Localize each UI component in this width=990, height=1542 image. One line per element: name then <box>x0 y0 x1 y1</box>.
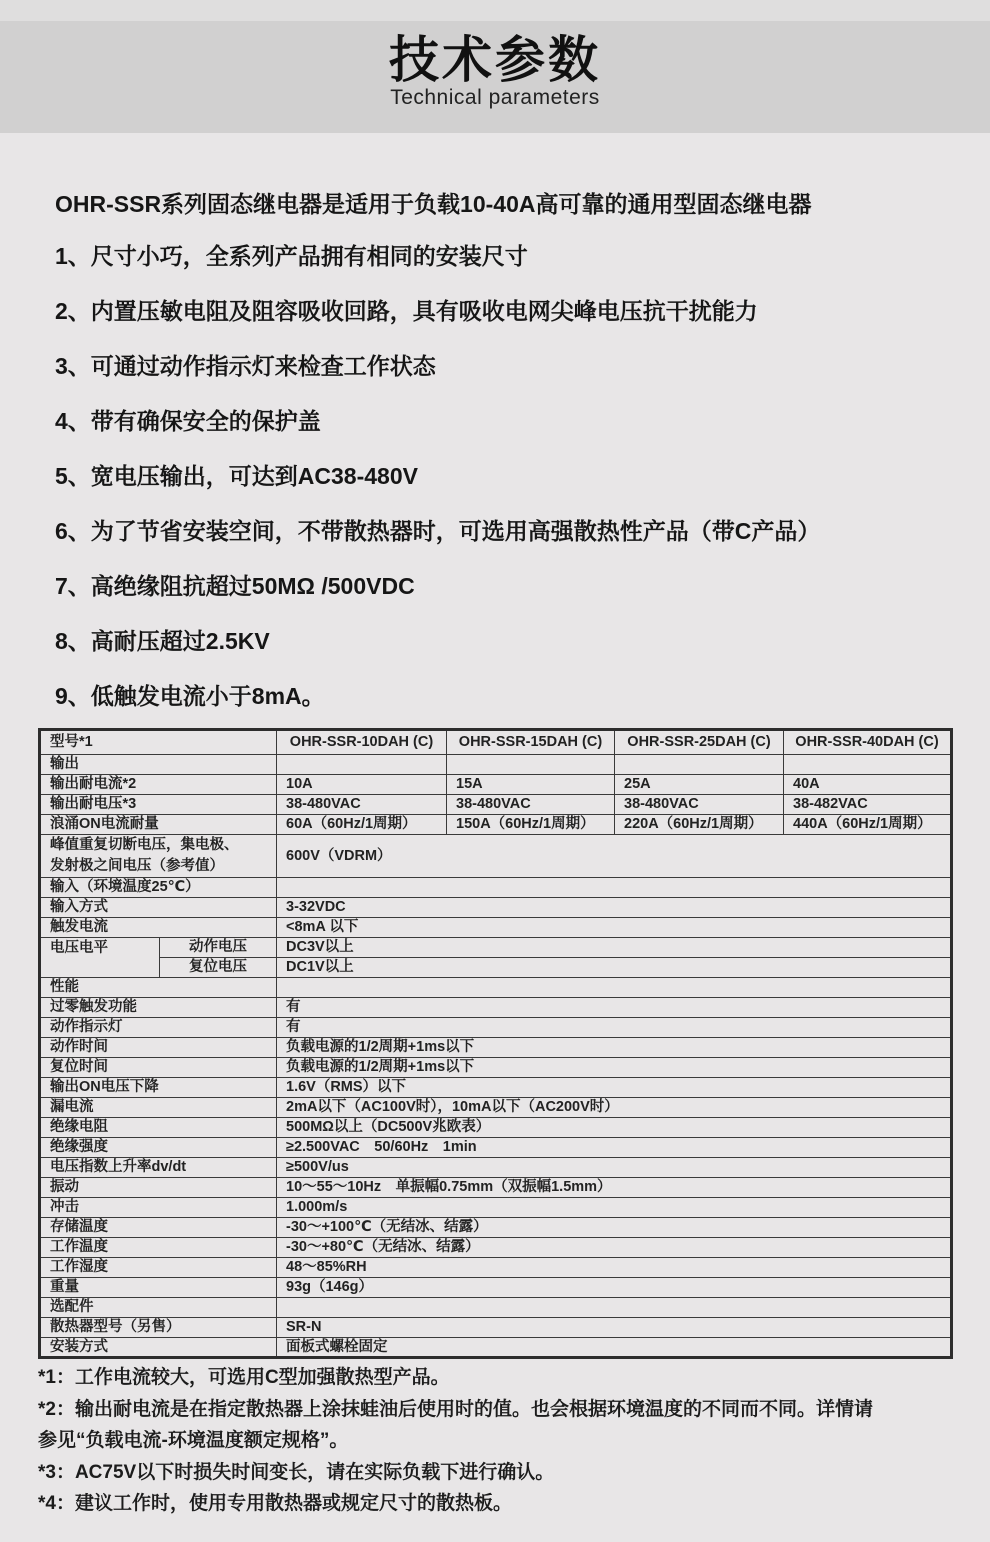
value-cell: 38-480VAC <box>615 795 784 815</box>
table-row <box>40 1118 952 1138</box>
value-cell: 有 <box>277 998 952 1018</box>
section-label-cell: 输入（环境温度25℃） <box>40 878 277 898</box>
model-header-cell: OHR-SSR-40DAH (C) <box>784 730 952 755</box>
row-label-cell: 输出耐电流*2 <box>40 775 277 795</box>
value-cell: 3-32VDC <box>277 898 952 918</box>
value-cell: <8mA 以下 <box>277 918 952 938</box>
model-header-cell: OHR-SSR-25DAH (C) <box>615 730 784 755</box>
row-label-line: 发射极之间电压（参考值） <box>50 858 224 875</box>
value-cell: 93g（146g） <box>277 1278 952 1298</box>
row-label-cell: 输出ON电压下降 <box>40 1078 277 1098</box>
row-label-cell: 动作时间 <box>40 1038 277 1058</box>
empty-cell <box>784 755 952 775</box>
row-label-cell: 输出耐电压*3 <box>40 795 277 815</box>
footnote-line: *3：AC75V以下时损失时间变长，请在实际负载下进行确认。 <box>38 1461 555 1483</box>
table-row <box>40 775 952 795</box>
model-header-cell: OHR-SSR-10DAH (C) <box>277 730 447 755</box>
feature-item: 3、可通过动作指示灯来检查工作状态 <box>55 353 436 379</box>
row-label-cell: 绝缘电阻 <box>40 1118 277 1138</box>
value-cell: 600V（VDRM） <box>277 835 952 878</box>
table-row <box>40 898 952 918</box>
section-label-cell: 选配件 <box>40 1298 277 1318</box>
table-row <box>40 1178 952 1198</box>
table-row <box>40 755 952 775</box>
table-row <box>40 835 952 878</box>
value-cell: 40A <box>784 775 952 795</box>
table-row <box>40 1058 952 1078</box>
table-row <box>40 958 952 978</box>
table-row <box>40 1238 952 1258</box>
value-cell: DC1V以上 <box>277 958 952 978</box>
table-row <box>40 938 952 958</box>
value-cell: 60A（60Hz/1周期） <box>277 815 447 835</box>
sub-label-cell: 动作电压 <box>160 938 277 958</box>
model-header-cell: OHR-SSR-15DAH (C) <box>447 730 615 755</box>
empty-cell <box>615 755 784 775</box>
section-label-cell: 输出 <box>40 755 277 775</box>
title-band <box>0 21 990 133</box>
table-row <box>40 918 952 938</box>
value-cell: 500MΩ以上（DC500V兆欧表） <box>277 1118 952 1138</box>
row-label-cell <box>40 835 277 878</box>
table-row <box>40 1278 952 1298</box>
table-row <box>40 1198 952 1218</box>
value-cell: 38-482VAC <box>784 795 952 815</box>
value-cell: SR-N <box>277 1318 952 1338</box>
footnote-line: *4：建议工作时，使用专用散热器或规定尺寸的散热板。 <box>38 1493 512 1514</box>
feature-item: 8、高耐压超过2.5KV <box>55 628 270 654</box>
value-cell: 220A（60Hz/1周期） <box>615 815 784 835</box>
row-label-cell: 工作温度 <box>40 1238 277 1258</box>
value-cell: ≥2.500VAC 50/60Hz 1min <box>277 1138 952 1158</box>
value-cell: ≥500V/us <box>277 1158 952 1178</box>
empty-cell <box>277 978 952 998</box>
value-cell: 2mA以下（AC100V时），10mA以下（AC200V时） <box>277 1098 952 1118</box>
footnote-line: 参见“负载电流-环境温度额定规格”。 <box>38 1430 349 1451</box>
feature-item: 2、内置压敏电阻及阻容吸收回路，具有吸收电网尖峰电压抗干扰能力 <box>55 298 758 324</box>
row-label-cell: 触发电流 <box>40 918 277 938</box>
value-cell: 150A（60Hz/1周期） <box>447 815 615 835</box>
value-cell: 10～55～10Hz 单振幅0.75mm（双振幅1.5mm） <box>277 1178 952 1198</box>
value-cell: 1.000m/s <box>277 1198 952 1218</box>
feature-list <box>55 241 820 736</box>
value-cell: 48～85%RH <box>277 1258 952 1278</box>
value-cell: -30～+80℃（无结冰、结露） <box>277 1238 952 1258</box>
row-label-cell: 动作指示灯 <box>40 1018 277 1038</box>
table-row <box>40 1258 952 1278</box>
top-strip <box>0 0 990 21</box>
empty-cell <box>277 755 447 775</box>
row-label-line: 峰值重复切断电压，集电极、 <box>50 837 239 853</box>
row-label-cell: 安装方式 <box>40 1338 277 1358</box>
table-row <box>40 1038 952 1058</box>
feature-item: 5、宽电压输出，可达到AC38-480V <box>55 463 418 489</box>
row-label-cell: 工作湿度 <box>40 1258 277 1278</box>
table-row <box>40 1158 952 1178</box>
value-cell: 38-480VAC <box>277 795 447 815</box>
empty-cell <box>277 878 952 898</box>
row-label-cell: 绝缘强度 <box>40 1138 277 1158</box>
row-label-cell: 散热器型号（另售） <box>40 1318 277 1338</box>
row-label-cell: 存储温度 <box>40 1218 277 1238</box>
feature-item: 6、为了节省安装空间，不带散热器时，可选用高强散热性产品（带C产品） <box>55 518 821 544</box>
value-cell: 38-480VAC <box>447 795 615 815</box>
table-row <box>40 795 952 815</box>
empty-cell <box>277 1298 952 1318</box>
row-label-cell: 型号*1 <box>40 730 277 755</box>
row-label-cell: 过零触发功能 <box>40 998 277 1018</box>
page-subtitle: Technical parameters <box>390 86 600 109</box>
feature-item: 7、高绝缘阻抗超过50MΩ /500VDC <box>55 573 415 599</box>
value-cell: 1.6V（RMS）以下 <box>277 1078 952 1098</box>
row-label-cell: 电压指数上升率dv/dt <box>40 1158 277 1178</box>
sub-label-cell: 复位电压 <box>160 958 277 978</box>
table-row <box>40 1298 952 1318</box>
value-cell: DC3V以上 <box>277 938 952 958</box>
footnote-line: *2：输出耐电流是在指定散热器上涂抹蛙油后使用时的值。也会根据环境温度的不同而不同。详情请 <box>38 1398 873 1420</box>
spec-table-body <box>40 730 952 1358</box>
table-row <box>40 730 952 755</box>
page-title: 技术参数 <box>389 32 601 88</box>
table-row <box>40 1098 952 1118</box>
table-row <box>40 1218 952 1238</box>
feature-item: 4、带有确保安全的保护盖 <box>55 408 321 434</box>
table-row <box>40 815 952 835</box>
empty-cell <box>447 755 615 775</box>
row-label-cell: 冲击 <box>40 1198 277 1218</box>
table-row <box>40 1018 952 1038</box>
value-cell: 15A <box>447 775 615 795</box>
intro-paragraph: OHR-SSR系列固态继电器是适用于负载10-40A高可靠的通用型固态继电器 <box>55 191 812 217</box>
footnote-line: *1：工作电流较大，可选用C型加强散热型产品。 <box>38 1367 450 1388</box>
table-row <box>40 1318 952 1338</box>
feature-item: 1、尺寸小巧，全系列产品拥有相同的安装尺寸 <box>55 243 528 269</box>
row-label-cell: 输入方式 <box>40 898 277 918</box>
footnotes <box>38 1366 873 1524</box>
table-row <box>40 978 952 998</box>
value-cell: 10A <box>277 775 447 795</box>
row-label-cell: 重量 <box>40 1278 277 1298</box>
row-label-cell: 浪涌ON电流耐量 <box>40 815 277 835</box>
value-cell: 负载电源的1/2周期+1ms以下 <box>277 1038 952 1058</box>
section-label-cell: 性能 <box>40 978 277 998</box>
table-row <box>40 1078 952 1098</box>
table-row <box>40 878 952 898</box>
value-cell: 有 <box>277 1018 952 1038</box>
row-label-cell: 复位时间 <box>40 1058 277 1078</box>
spec-table <box>38 728 953 1359</box>
value-cell: -30～+100℃（无结冰、结露） <box>277 1218 952 1238</box>
row-label-cell: 振动 <box>40 1178 277 1198</box>
table-row <box>40 998 952 1018</box>
table-row <box>40 1138 952 1158</box>
group-label-cell: 电压电平 <box>40 938 160 978</box>
table-row <box>40 1338 952 1358</box>
feature-item: 9、低触发电流小于8mA。 <box>55 683 325 709</box>
value-cell: 面板式螺栓固定 <box>277 1338 952 1358</box>
value-cell: 负载电源的1/2周期+1ms以下 <box>277 1058 952 1078</box>
value-cell: 440A（60Hz/1周期） <box>784 815 952 835</box>
row-label-cell: 漏电流 <box>40 1098 277 1118</box>
value-cell: 25A <box>615 775 784 795</box>
